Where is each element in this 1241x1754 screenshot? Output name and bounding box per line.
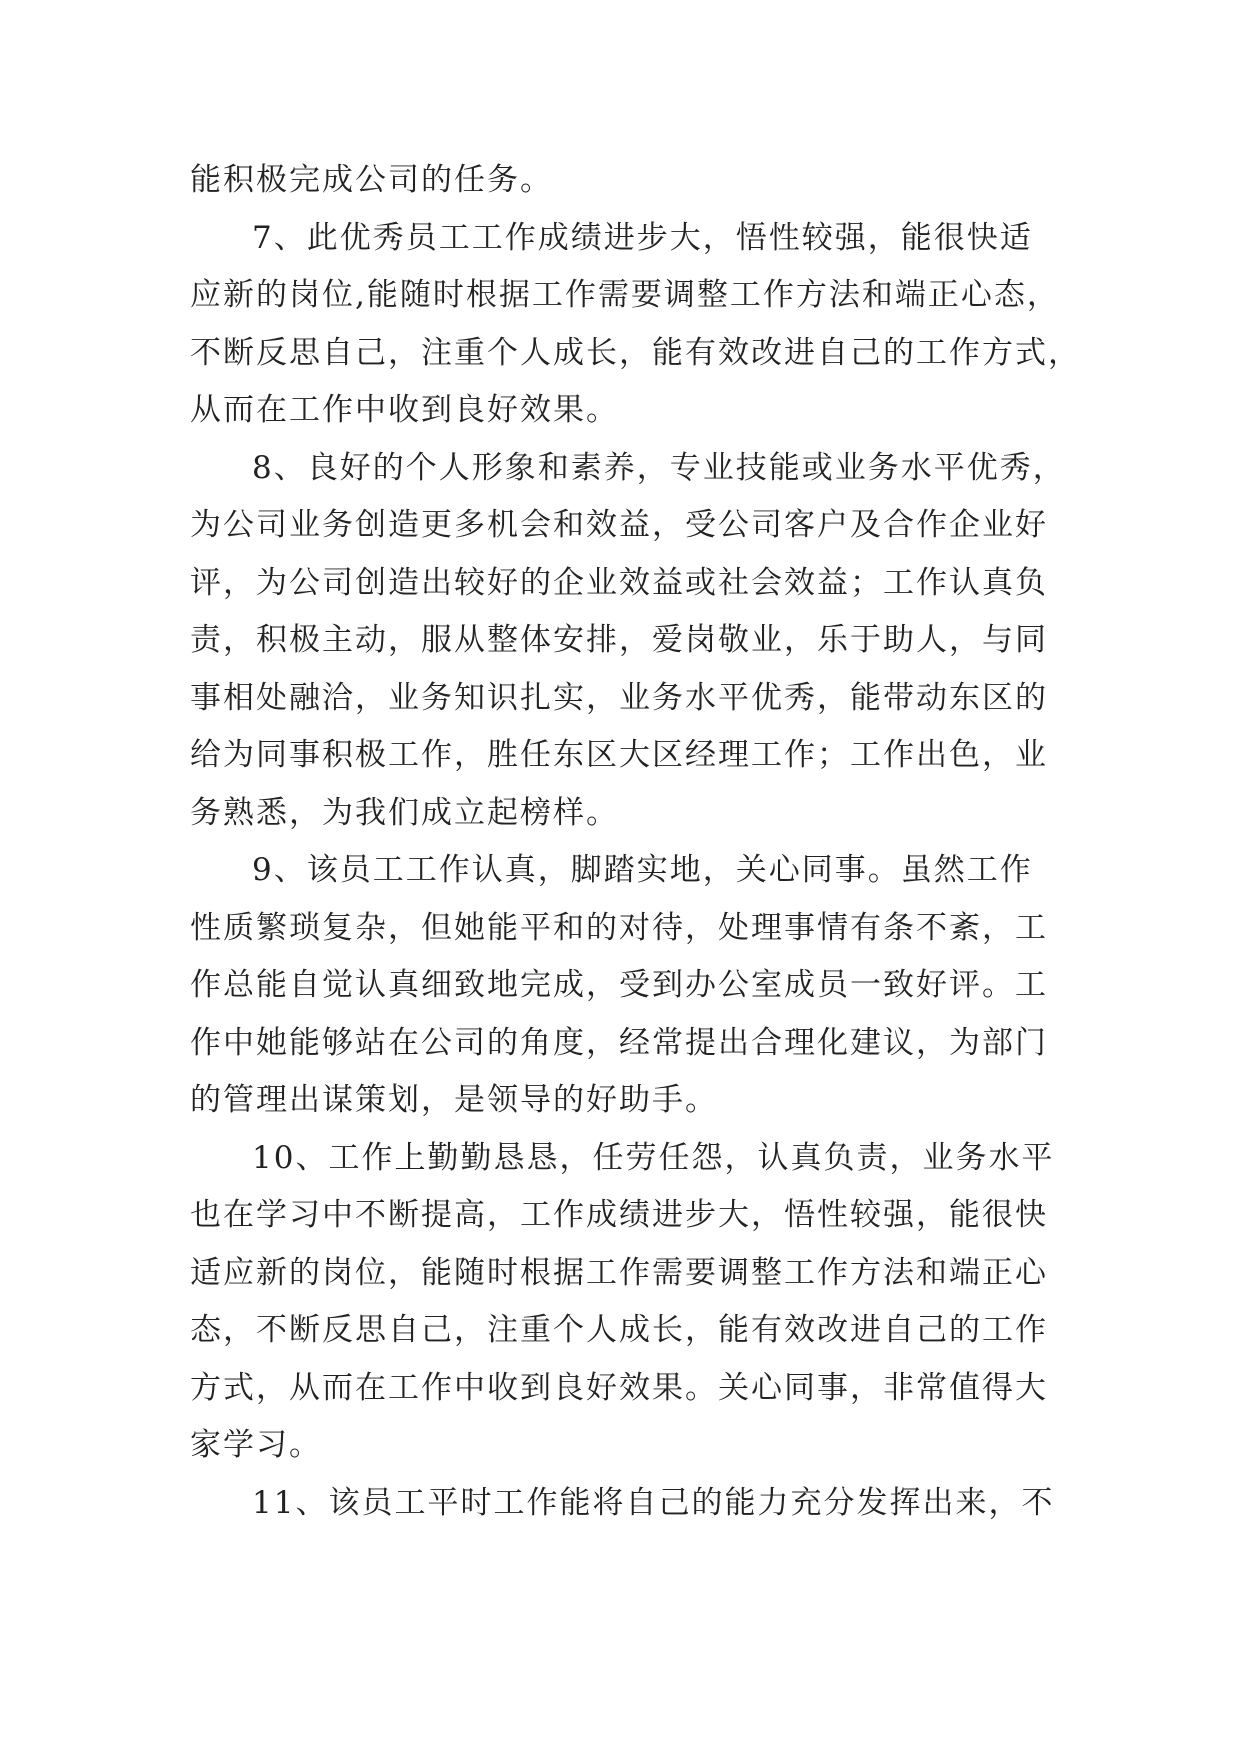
text-line: 家学习。 <box>190 1427 322 1463</box>
text-line: 应新的岗位,能随时根据工作需要调整工作方法和端正心态， <box>190 277 1060 313</box>
text-line: 的管理出谋策划，是领导的好助手。 <box>190 1082 718 1118</box>
text-line: 给为同事积极工作，胜任东区大区经理工作；工作出色，业 <box>190 737 1048 773</box>
paragraph-10-start: 10、工作上勤勤恳恳，任劳任怨，认真负责，业务水平 <box>252 1139 1055 1176</box>
text-line: 性质繁琐复杂，但她能平和的对待，处理事情有条不紊，工 <box>190 909 1048 946</box>
text-line: 为公司业务创造更多机会和效益，受公司客户及合作企业好 <box>190 507 1048 543</box>
paragraph-8-start: 8、良好的个人形象和素养，专业技能或业务水平优秀， <box>252 449 1066 486</box>
paragraph-11-start: 11、该员工平时工作能将自己的能力充分发挥出来，不 <box>252 1484 1055 1521</box>
text-line: 不断反思自己，注重个人成长，能有效改进自己的工作方式， <box>190 334 1081 371</box>
body-text <box>190 152 1081 1532</box>
text-line: 作中她能够站在公司的角度，经常提出合理化建议，为部门 <box>190 1024 1048 1061</box>
text-line: 务熟悉，为我们成立起榜样。 <box>190 794 619 831</box>
text-line: 从而在工作中收到良好效果。 <box>190 392 619 428</box>
text-line: 事相处融洽，业务知识扎实，业务水平优秀，能带动东区的 <box>190 679 1048 716</box>
text-line: 作总能自觉认真细致地完成，受到办公室成员一致好评。工 <box>190 967 1048 1003</box>
paragraph-9-start: 9、该员工工作认真，脚踏实地，关心同事。虽然工作 <box>252 852 1033 888</box>
text-line: 适应新的岗位，能随时根据工作需要调整工作方法和端正心 <box>190 1254 1048 1291</box>
text-line: 也在学习中不断提高，工作成绩进步大，悟性较强，能很快 <box>190 1197 1048 1233</box>
paragraph-7-start: 7、此优秀员工工作成绩进步大，悟性较强，能很快适 <box>252 219 1033 256</box>
text-line: 评，为公司创造出较好的企业效益或社会效益；工作认真负 <box>190 564 1048 601</box>
text-line: 态，不断反思自己，注重个人成长，能有效改进自己的工作 <box>190 1312 1048 1348</box>
text-line: 能积极完成公司的任务。 <box>190 162 553 198</box>
text-line: 方式，从而在工作中收到良好效果。关心同事，非常值得大 <box>190 1369 1048 1406</box>
text-line: 责，积极主动，服从整体安排，爱岗敬业，乐于助人，与同 <box>190 622 1048 658</box>
